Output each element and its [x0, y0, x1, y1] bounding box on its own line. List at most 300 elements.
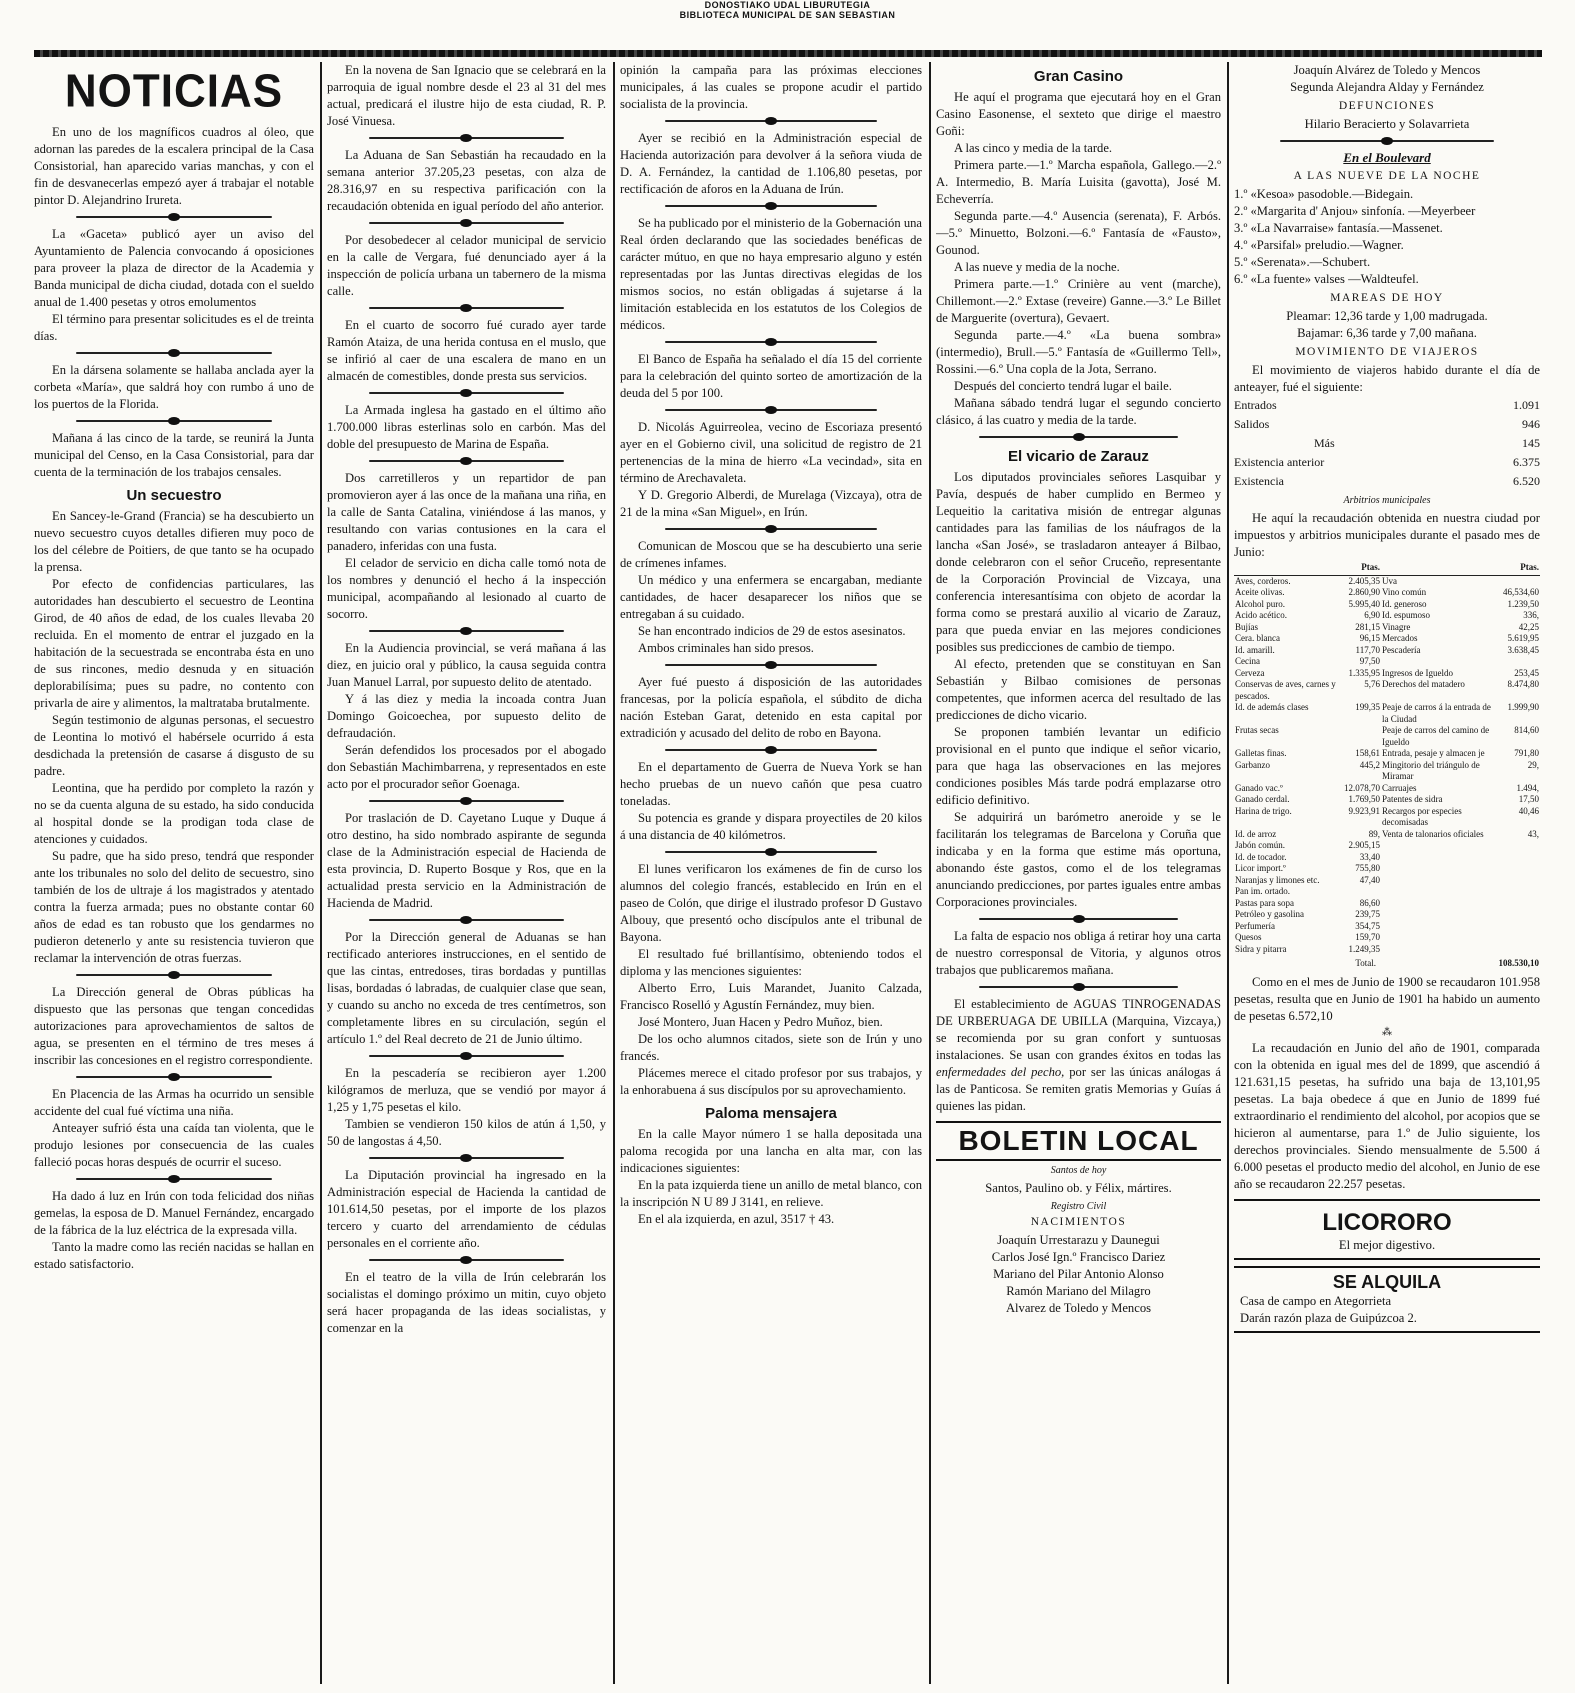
news-item: Se ha publicado por el ministerio de la Gobernación una Real órden declarando que las sociedades benéficas de carácter mútuo, en que no haya empresario alguno y estén representadas por las Juntas directivas elegidas de los mismos socios, no están obligadas á sujetarse á la limitación establecida en los estatutos de los Colegios de médicos. — [620, 216, 922, 332]
stars-ornament: ⁂ — [1382, 1026, 1392, 1038]
table-cell: 354,75 — [1355, 920, 1380, 931]
alquila-title: SE ALQUILA — [1332, 1271, 1442, 1292]
table-cell: Ingresos de Igueldo — [1381, 667, 1453, 678]
news-item: De los ocho alumnos citados, siete son de Irún y uno francés. — [620, 1032, 922, 1063]
table-cell: Frutas secas — [1235, 725, 1279, 735]
list-item: Hilario Beracierto y Solavarrieta — [1304, 117, 1470, 131]
table-cell: 2.905,15 — [1348, 840, 1380, 850]
table-cell: 42,25 — [1518, 621, 1539, 632]
table-cell — [1381, 932, 1498, 944]
table-cell — [1381, 875, 1498, 887]
table-cell: Recargos por especies decomisadas — [1381, 805, 1462, 827]
news-item: Ayer fué puesto á disposición de las autoridades francesas, por la policía española, el súbdito de dicha nación Esteban Garat, detenido en esta capital por extradición y acusado del delito de robo en Bayona. — [620, 675, 922, 740]
heading-boletin-local: BOLETIN LOCAL — [936, 1121, 1221, 1161]
news-item: La Diputación provincial ha ingresado en la Administración especial de Hacienda la cantidad de 101.614,50 pesetas, por el importe de los plazos tercero y cuarto del arrendamiento de cédulas personales en el corriente año. — [327, 1168, 606, 1250]
table-cell — [1497, 944, 1540, 956]
table-cell: 5,76 — [1364, 679, 1380, 689]
separator-ornament — [979, 432, 1179, 442]
table-row — [1234, 702, 1540, 725]
separator-ornament — [979, 982, 1179, 992]
table-cell — [1381, 852, 1498, 864]
travelers-table — [1234, 396, 1540, 491]
table-cell: 1.494, — [1516, 782, 1539, 793]
news-item: La Aduana de San Sebastián ha recaudado en la semana anterior 37.205,23 pesetas, con alza de 28.316,97 en su respectiva parificación con la recaudación obtenida en igual período del año anterior. — [327, 148, 606, 213]
separator-ornament — [369, 1255, 564, 1265]
separator-ornament — [76, 416, 272, 426]
separator-ornament — [665, 201, 876, 211]
heading-registro-civil: Registro Civil — [1050, 1201, 1107, 1212]
news-item: Su potencia es grande y dispara proyectiles de 20 kilos á una distancia de 40 kilómetros. — [620, 811, 922, 842]
news-item: El celador de servicio en dicha calle tomó nota de los nombres y denunció el hecho á la inspección municipal, acompañando al lesionado al cuarto de socorro. — [327, 556, 606, 621]
advert-text: por ser las únicas análogas á las de Panticosa. Se remiten gratis Memorias y Guías á quienes las pidan. — [936, 1065, 1221, 1113]
table-row — [1234, 875, 1540, 887]
news-item: Dos carretilleros y un repartidor de pan promovieron ayer á las once de la mañana una riña, en la calle de Santa Catalina, viniéndose á las manos, y resultando con varias contusiones en la cara el panadero, inferidas con una fusta. — [327, 471, 606, 553]
bajamar-text: Bajamar: 6,36 tarde y 7,00 mañana. — [1297, 326, 1477, 340]
column-2 — [327, 62, 606, 1684]
table-cell: 29, — [1527, 759, 1539, 770]
separator-ornament — [369, 1051, 564, 1061]
table-cell: 791,80 — [1514, 748, 1539, 758]
pleamar-text: Pleamar: 12,36 tarde y 1,00 madrugada. — [1286, 309, 1488, 323]
news-item: La recaudación en Junio del año de 1901, comparada con la obtenida en igual mes del de 1899, que ascendió á 121.631,15 pesetas, ha sufrido una baja de 13,101,95 pesetas. La baja obedece á que en Junio de 1899 fué extraordinario el rendimiento del alcohol, por acopios que se hicieron al aumentarse, para 1.º de Julio siguiente, los derechos provinciales. Siendo mensualmente de 5.500 á 6.000 pesetas el producto medio del alcohol, en Junio de ese año se recaudaron 22.257 pesetas. — [1234, 1040, 1540, 1191]
table-cell — [1381, 886, 1498, 898]
table-row — [1234, 434, 1540, 453]
table-cell: 1.249,35 — [1348, 943, 1380, 954]
news-item: El término para presentar solicitudes es el de treinta días. — [34, 312, 314, 343]
table-row — [1234, 453, 1540, 472]
heading-defunciones: DEFUNCIONES — [1338, 100, 1436, 112]
separator-ornament — [665, 337, 876, 347]
news-item: Se proponen también levantar un edificio provisional en el punto que indique el señor vicario, para que haga las observaciones en las mejores condiciones posibles Más tarde podrá emplazarse otro edificio definitivo. — [936, 725, 1221, 807]
table-cell: Uva — [1381, 575, 1397, 586]
table-cell: Bujías — [1235, 621, 1259, 632]
column-divider — [929, 62, 931, 1684]
news-item: Tambien se vendieron 150 kilos de atún á 1,50, y 50 de langostas á 4,50. — [327, 1117, 606, 1148]
news-item: La falta de espacio nos obliga á retirar hoy una carta de nuestro corresponsal de Vitoria, y algunos otros trabajos que publicaremos mañana. — [936, 929, 1221, 977]
table-cell: Licor import.º — [1235, 863, 1286, 873]
table-cell: Peaje de carros del camino de Igueldo — [1381, 725, 1490, 747]
table-header: Ptas. — [1343, 561, 1381, 575]
table-cell: 1.335,95 — [1348, 667, 1380, 678]
news-item: Según testimonio de algunas personas, el secuestro de Leontina lo motivó el habérsele ocurrido á esta desdichada la pretensión de casarse á disgusto de su padre. — [34, 713, 314, 778]
separator-ornament — [665, 116, 876, 126]
table-cell — [1497, 656, 1540, 668]
separator-ornament — [369, 796, 564, 806]
births-list — [936, 1232, 1221, 1317]
news-item: Plácemes merece el citado profesor por sus trabajos, y la enhorabuena á sus discípulos por su aprovechamiento. — [620, 1066, 922, 1097]
table-cell: Alcohol puro. — [1235, 598, 1285, 609]
separator-ornament — [369, 388, 564, 398]
table-row — [1234, 587, 1540, 599]
news-item: Por desobedecer al celador municipal de servicio en la calle de Vergara, fué denunciado ayer á la inspección de policía urbana un tabernero de la misma calle. — [327, 233, 606, 298]
table-cell: Existencia anterior — [1234, 455, 1325, 469]
table-cell: Pescadería — [1381, 644, 1421, 655]
advert-licororo — [1234, 1199, 1540, 1260]
news-item: D. Nicolás Aguirreolea, vecino de Escoriaza presentó ayer en el Gobierno civil, una solicitud de registro de 21 pertenencias de la mina de hierro «La vecindad», sita en término de Arechavaleta. — [620, 420, 922, 485]
news-item: La Dirección general de Obras públicas ha dispuesto que las personas que tengan concedidas autorizaciones para aprovechamientos de saltos de agua, se presenten en el término de tres meses á inscribir las concesiones en el registro correspondiente. — [34, 985, 314, 1067]
news-item: Comunican de Moscou que se ha descubierto una serie de crímenes infames. — [620, 539, 922, 570]
table-cell: Peaje de carros á la entrada de la Ciudad — [1381, 702, 1491, 724]
table-row — [1234, 944, 1540, 956]
table-row — [1234, 622, 1540, 634]
table-header-row — [1234, 561, 1540, 575]
news-item: En la pescadería se recibieron ayer 1.200 kilógramos de merluza, que se vendió por mayor á 1,25 y 1,75 pesetas el kilo. — [327, 1066, 606, 1114]
heading-arbitrios: Arbitrios municipales — [1343, 495, 1431, 506]
library-name-spanish: BIBLIOTECA MUNICIPAL DE SAN SEBASTIAN — [679, 10, 896, 20]
table-cell: 199,35 — [1355, 702, 1380, 712]
santos-text: Santos, Paulino ob. y Félix, mártires. — [985, 1181, 1172, 1195]
table-cell: 6.375 — [1513, 455, 1540, 469]
separator-ornament — [369, 218, 564, 228]
separator-ornament — [369, 626, 564, 636]
separator-ornament — [369, 915, 564, 925]
news-item: El resultado fué brillantísimo, obteniendo todos el diploma y las menciones siguientes: — [620, 947, 922, 978]
table-cell: Vino común — [1381, 587, 1427, 597]
table-cell — [1497, 898, 1540, 910]
heading-movimiento-viajeros: MOVIMIENTO DE VIAJEROS — [1295, 346, 1479, 358]
separator-ornament — [979, 914, 1179, 924]
total-value: 108.530,10 — [1498, 958, 1539, 968]
heading-mareas: MAREAS DE HOY — [1330, 292, 1444, 304]
table-cell — [1381, 840, 1498, 852]
table-cell: Mercados — [1381, 633, 1418, 643]
separator-ornament — [76, 1072, 272, 1082]
table-cell: 755,80 — [1355, 863, 1380, 873]
news-item: En el departamento de Guerra de Nueva York se han hecho pruebas de un nuevo cañón que pesa cuatro toneladas. — [620, 760, 922, 808]
table-cell — [1497, 932, 1540, 944]
table-cell — [1497, 886, 1540, 898]
news-item: Mañana á las cinco de la tarde, se reunirá la Junta municipal del Censo, en la Casa Consistorial, para dar cuenta de la terminación de los trabajos censales. — [34, 431, 314, 479]
table-cell: Patentes de sidra — [1381, 794, 1443, 804]
separator-ornament — [665, 405, 876, 415]
table-cell: Ganado cerdal. — [1235, 794, 1290, 804]
heading-vicario-zarauz: El vicario de Zarauz — [1008, 448, 1149, 465]
alquila-line: Casa de campo en Ategorrieta — [1240, 1293, 1392, 1308]
table-cell: 89, — [1368, 828, 1380, 839]
heading-paloma-mensajera: Paloma mensajera — [705, 1105, 837, 1122]
table-cell: 336, — [1523, 610, 1539, 620]
table-row — [1234, 909, 1540, 921]
table-cell: Pan im. ortado. — [1235, 886, 1290, 896]
table-cell: 145 — [1522, 436, 1540, 450]
news-item: Ambos criminales han sido presos. — [638, 641, 814, 655]
table-cell — [1381, 921, 1498, 933]
news-item: A las nueve y media de la noche. — [954, 260, 1120, 274]
table-cell: 9.923,91 — [1348, 805, 1380, 816]
table-cell: 12.078,70 — [1343, 782, 1380, 793]
table-cell: Más — [1314, 436, 1335, 450]
news-item: Se han encontrado indicios de 29 de estos asesinatos. — [638, 624, 906, 638]
list-item: Segunda Alejandra Alday y Fernández — [1290, 80, 1484, 94]
table-cell: 253,45 — [1514, 667, 1539, 678]
table-row — [1234, 396, 1540, 415]
library-header — [0, 0, 1575, 20]
table-row — [1234, 794, 1540, 806]
table-row — [1234, 898, 1540, 910]
table-row — [1234, 783, 1540, 795]
table-cell: 33,40 — [1359, 851, 1380, 862]
table-cell: Id. de además clases — [1235, 702, 1309, 712]
table-cell: 46,534,60 — [1503, 587, 1539, 597]
heading-nacimientos: NACIMIENTOS — [1030, 1216, 1127, 1228]
table-cell: Id. de arroz — [1235, 828, 1277, 839]
table-row — [1234, 829, 1540, 841]
section-masthead-noticias: NOTICIAS — [64, 65, 284, 118]
table-cell: 8.474,80 — [1507, 679, 1539, 689]
table-cell: Jabón común. — [1235, 840, 1285, 850]
news-item: En Placencia de las Armas ha ocurrido un sensible accidente del cual fué víctima una niña. — [34, 1087, 314, 1118]
arbitrios-table — [1234, 561, 1540, 970]
news-item: La «Gaceta» publicó ayer un aviso del Ayuntamiento de Palencia convocando á oposiciones para proveer la plaza de director de la Academia y Banda municipal de dicha ciudad, dotada con el sueldo anual de 1.400 pesetas y otros emolumentos — [34, 227, 314, 309]
separator-ornament — [665, 745, 876, 755]
heading-secuestro: Un secuestro — [126, 487, 222, 504]
column-5 — [1234, 62, 1540, 1684]
table-cell: Id. amarill. — [1235, 644, 1275, 655]
table-cell: Acido acético. — [1235, 610, 1287, 620]
table-cell: 5.619,95 — [1507, 633, 1539, 643]
list-item: Alvarez de Toledo y Mencos — [1005, 1301, 1152, 1315]
program-list — [1234, 186, 1540, 288]
table-cell: 86,60 — [1359, 897, 1380, 908]
table-cell: 239,75 — [1355, 909, 1380, 919]
table-cell: Id. generoso — [1381, 598, 1427, 609]
news-item: Segunda parte.—4.º «La buena sombra» (intermedio), Brull.—5.º Fantasía de «Guillermo Tell», Rossini.—6.º Una copla de la Jota, Serrano. — [936, 328, 1221, 376]
table-cell: Entrados — [1234, 398, 1277, 412]
table-row — [1234, 610, 1540, 622]
table-cell — [1497, 852, 1540, 864]
table-cell: Id. de tocador. — [1235, 851, 1287, 862]
table-cell: 1.769,50 — [1348, 794, 1380, 804]
table-cell: 2.405,35 — [1348, 575, 1380, 586]
licororo-title: LICORORO — [1322, 1208, 1452, 1236]
table-cell — [1381, 656, 1498, 668]
separator-ornament — [665, 847, 876, 857]
table-cell: 40,46 — [1518, 805, 1539, 816]
list-item: 1.º «Kesoa» pasodoble.—Bidegain. — [1234, 187, 1414, 201]
table-cell: 1.239,50 — [1507, 598, 1539, 609]
table-cell — [1497, 909, 1540, 921]
table-cell: Garbanzo — [1235, 759, 1270, 770]
advert-italic: enfermedades del pecho, — [936, 1065, 1065, 1079]
table-cell: 3.638,45 — [1507, 644, 1539, 655]
table-row — [1234, 840, 1540, 852]
advert-aguas — [936, 996, 1221, 1115]
table-cell: 96,15 — [1359, 633, 1380, 643]
table-header: Ptas. — [1497, 561, 1540, 575]
table-cell — [1381, 944, 1498, 956]
column-divider — [1227, 62, 1229, 1684]
news-item: He aquí el programa que ejecutará hoy en el Gran Casino Easonense, el sexteto que dirige el maestro Goñi: — [936, 90, 1221, 138]
table-row — [1234, 679, 1540, 702]
news-item: En la calle Mayor número 1 se halla depositada una paloma recogida por una lancha en alta mar, con las indicaciones siguientes: — [620, 1127, 922, 1175]
list-item: 3.º «La Navarraise» fantasía.—Massenet. — [1234, 221, 1443, 235]
table-cell — [1343, 725, 1381, 748]
table-row — [1234, 760, 1540, 783]
library-name-basque: DONOSTIAKO UDAL LIBURUTEGIA — [704, 0, 871, 10]
table-row — [1234, 415, 1540, 434]
table-cell: Venta de talonarios oficiales — [1381, 828, 1484, 839]
list-item: Ramón Mariano del Milagro — [1006, 1284, 1151, 1298]
table-cell: Harina de trigo. — [1235, 805, 1292, 816]
table-row — [1234, 863, 1540, 875]
table-cell: 158,61 — [1355, 748, 1380, 758]
heading-santos: Santos de hoy — [1050, 1165, 1107, 1176]
news-item: Como en el mes de Junio de 1900 se recaudaron 101.958 pesetas, resulta que en Junio de 1901 ha habido un aumento de pesetas 6.572,10 — [1234, 974, 1540, 1023]
list-item: 2.º «Margarita d' Anjou» sinfonía. —Meyerbeer — [1234, 204, 1476, 218]
table-cell: 97,50 — [1359, 656, 1380, 666]
news-item: Un médico y una enfermera se encargaban, mediante cantidades, de hacer desaparecer los niños que se entregaban á su cuidado. — [620, 573, 922, 621]
news-item: En la novena de San Ignacio que se celebrará en la parroquia de igual nombre desde el 23 al 31 del mes actual, predicará el ilustre hijo de esta ciudad, R. P. José Vinuesa. — [327, 63, 606, 128]
separator-ornament — [665, 660, 876, 670]
table-cell: Derechos del matadero — [1381, 679, 1465, 689]
table-row — [1234, 886, 1540, 898]
heading-gran-casino: Gran Casino — [1033, 68, 1124, 85]
news-item: Alberto Erro, Luis Marandet, Juanito Calzada, Francisco Roselló y Agustín Fernández, muy bien. — [620, 981, 922, 1012]
separator-ornament — [369, 456, 564, 466]
table-total-row — [1234, 955, 1540, 970]
news-item: Primera parte.—1.º Marcha española, Gallego.—2.º A. Intermedio, B. María Luisita (gavotta), José M. Echeverría. — [936, 158, 1221, 206]
table-cell: Aceite olivas. — [1235, 587, 1285, 597]
table-cell: 47,40 — [1359, 874, 1380, 885]
news-item: Por efecto de confidencias particulares, las autoridades han descubierto el secuestro de Leontina Girod, de 40 años de edad, de los cuales llevaba 20 recluida. En el momento de entrar el juzgado en la habitación de la secuestrada se encontraba ésta en uno de sus rincones, medio desnuda y en situación deplorabilísima; pues su padre, no contento con privarla de aire y alimentos, la maltrataba brutalmente. — [34, 577, 314, 710]
news-item: opinión la campaña para las próximas elecciones municipales, á las cuales se propone acudir el partido socialista de la provincia. — [620, 63, 922, 111]
news-item: Después del concierto tendrá lugar el baile. — [954, 379, 1172, 393]
news-item: Ayer se recibió en la Administración especial de Hacienda autorización para devolver á la señora viuda de D. A. Fernández, la cantidad de 1.106,80 pesetas, por rectificación de aforos en la Aduana de Irún. — [620, 131, 922, 196]
column-1 — [34, 62, 314, 1684]
table-cell: Cera. blanca — [1235, 633, 1280, 643]
list-item: Mariano del Pilar Antonio Alonso — [993, 1267, 1164, 1281]
top-rule — [34, 50, 1542, 57]
table-row — [1234, 645, 1540, 657]
table-cell: Vinagre — [1381, 621, 1411, 632]
table-row — [1234, 599, 1540, 611]
news-item: José Montero, Juan Hacen y Pedro Muñoz, bien. — [638, 1015, 883, 1029]
table-cell: Cerveza — [1235, 667, 1265, 678]
news-item: En la dársena solamente se hallaba anclada ayer la corbeta «María», que saldrá hoy con rumbo á uno de los puertos de la Florida. — [34, 363, 314, 411]
news-item: En la Audiencia provincial, se verá mañana á las diez, en juicio oral y público, la causa seguida contra Juan Manuel Larral, por supuesto delito de atentado. — [327, 641, 606, 689]
news-item: Por traslación de D. Cayetano Luque y Duque á otro destino, ha sido nombrado aspirante de segunda clase de la Administración especial de Hacienda de esta provincia, D. Ruperto Bosque y Ros, que en la actualidad presta servicio en la Administración de Hacienda de Madrid. — [327, 811, 606, 910]
table-cell: Perfumería — [1235, 920, 1275, 931]
news-item: Y á las diez y media la incoada contra Juan Domingo Goicoechea, por supuesto delito de defraudación. — [327, 692, 606, 740]
table-cell: 946 — [1522, 417, 1540, 431]
table-cell: 117,70 — [1355, 644, 1380, 655]
table-cell: Mingitorio del triángulo de Miramar — [1381, 759, 1480, 781]
table-cell: Pastas para sopa — [1235, 897, 1294, 908]
news-item: La Armada inglesa ha gastado en el último año 1.700.000 libras esterlinas solo en carbón. Mas del doble del presupuesto de Marina de España. — [327, 403, 606, 451]
table-row — [1234, 852, 1540, 864]
table-cell: Ganado vac.º — [1235, 782, 1283, 793]
list-item: Joaquín Alvárez de Toledo y Mencos — [1293, 63, 1481, 77]
news-item: Por la Dirección general de Aduanas se han rectificado anteriores instrucciones, en el sentido de que las cintas, entredoses, tiras bordadas y puntillas lisas, bordadas ó labradas, de cualquier clase que sean, y cuando su ancho no exceda de tres centímetros, son completamente libres en su circulación, según el artículo 1.º del Real decreto de 21 de Junio último. — [327, 930, 606, 1046]
alquila-line: Darán razón plaza de Guipúzcoa 2. — [1240, 1310, 1417, 1325]
table-cell — [1381, 863, 1498, 875]
news-item: Leontina, que ha perdido por completo la razón y no se da cuenta alguna de su estado, ha sido conducida al hospital donde se la prodigan toda clase de atenciones y cuidados. — [34, 781, 314, 846]
table-cell: Petróleo y gasolina — [1235, 909, 1304, 919]
separator-ornament — [76, 1174, 272, 1184]
separator-ornament — [76, 970, 272, 980]
licororo-subtitle: El mejor digestivo. — [1338, 1237, 1436, 1252]
separator-ornament — [665, 524, 876, 534]
separator-ornament — [76, 348, 272, 358]
news-item: He aquí la recaudación obtenida en nuestra ciudad por impuestos y arbitrios municipales durante el pasado mes de Junio: — [1234, 511, 1540, 559]
news-item: A las cinco y media de la tarde. — [954, 141, 1113, 155]
advert-text: El establecimiento de AGUAS TINROGENADAS DE URBERUAGA DE UBILLA (Marquina, Vizcaya,) se recomienda por su gran confort y suntuosas instalaciones. Se usan con grandes éxitos en todas las — [936, 997, 1221, 1062]
table-cell: 281,15 — [1355, 621, 1380, 632]
list-item: Joaquín Urrestarazu y Daunegui — [997, 1233, 1160, 1247]
list-item: Carlos José Ign.º Francisco Dariez — [991, 1250, 1166, 1264]
news-item: En el teatro de la villa de Irún celebrarán los socialistas el domingo próximo un mitin, cuyo objeto será hacer propaganda de las ideas socialistas, y comenzar en la — [327, 1270, 606, 1335]
table-cell — [1497, 921, 1540, 933]
table-row — [1234, 575, 1540, 587]
table-row — [1234, 748, 1540, 760]
table-cell: 445,2 — [1359, 759, 1380, 770]
heading-boulevard: En el Boulevard — [1343, 150, 1431, 165]
news-item: En la pata izquierda tiene un anillo de metal blanco, con la inscripción N U 89 J 3141, en relieve. — [620, 1178, 922, 1209]
news-item: En el cuarto de socorro fué curado ayer tarde Ramón Ataiza, de una herida contusa en el muslo, que se infirió al caer de una escalera de mano en un almacén de comestibles, donde presta sus servicios. — [327, 318, 606, 383]
table-cell — [1381, 898, 1498, 910]
column-4 — [936, 62, 1221, 1684]
table-row — [1234, 806, 1540, 829]
separator-ornament — [1280, 136, 1494, 146]
table-cell: Aves, corderos. — [1235, 575, 1291, 586]
table-cell: 5.995,40 — [1348, 598, 1380, 609]
separator-ornament — [369, 1153, 564, 1163]
column-divider — [320, 62, 322, 1684]
list-item: 5.º «Serenata».—Schubert. — [1234, 255, 1371, 269]
table-cell: Cecina — [1235, 656, 1260, 666]
table-row — [1234, 668, 1540, 680]
table-cell: 1.999,90 — [1507, 702, 1539, 712]
news-item: Ha dado á luz en Irún con toda felicidad dos niñas gemelas, la esposa de D. Manuel Fernández, encargado de la fábrica de la luz eléctrica de la expresada villa. — [34, 1189, 314, 1237]
table-row — [1234, 921, 1540, 933]
table-cell: 1.091 — [1513, 398, 1540, 412]
table-cell: Existencia — [1234, 474, 1284, 488]
news-item: Tanto la madre como las recién nacidas se hallan en estado satisfactorio. — [34, 1240, 314, 1271]
table-cell — [1497, 575, 1540, 587]
news-item: Y D. Gregorio Alberdi, de Murelaga (Vizcaya), otra de 21 de la mina «San Miguel», en Irún. — [620, 488, 922, 519]
news-item: El Banco de España ha señalado el día 15 del corriente para la celebración del quinto sorteo de amortización de la deuda del 5 por 100. — [620, 352, 922, 400]
news-item: Serán defendidos los procesados por el abogado don Sebastián Machimbarrena, y representados en este acto por el procurador señor Goenaga. — [327, 743, 606, 791]
table-cell: 6,90 — [1364, 610, 1380, 620]
column-3 — [620, 62, 922, 1684]
news-item: En Sancey-le-Grand (Francia) se ha descubierto un nuevo secuestro cuyos detalles difieren muy poco de los del célebre de Poitiers, de que tanto se ha ocupado la prensa. — [34, 509, 314, 574]
table-cell: 6.520 — [1513, 474, 1540, 488]
total-label: Total. — [1355, 958, 1377, 968]
separator-ornament — [369, 303, 564, 313]
table-cell: Salidos — [1234, 417, 1270, 431]
news-item: Mañana sábado tendrá lugar el segundo concierto clásico, á las cuatro y media de la tarde. — [936, 396, 1221, 427]
table-cell: 2.860,90 — [1348, 587, 1380, 597]
table-cell — [1497, 840, 1540, 852]
table-row — [1234, 633, 1540, 645]
table-cell: Quesos — [1235, 932, 1262, 942]
advert-se-alquila — [1234, 1266, 1540, 1333]
table-cell: 814,60 — [1514, 725, 1539, 735]
news-item: Anteayer sufrió ésta una caída tan violenta, que le produjo lesiones por consecuencia de las cuales falleció pocas horas después de ocurrir el suceso. — [34, 1121, 314, 1169]
column-divider — [613, 62, 615, 1684]
news-item: El lunes verificaron los exámenes de fin de curso los alumnos del colegio francés, establecido en Irún en el paseo de Colón, que dirige el ilustrado profesor D Gustavo Albouy, que presentó ocho discípulos ante el tribunal de Bayona. — [620, 862, 922, 944]
table-cell — [1497, 863, 1540, 875]
table-cell — [1497, 875, 1540, 887]
table-cell: Carruajes — [1381, 782, 1417, 793]
table-row — [1234, 656, 1540, 668]
table-header — [1381, 561, 1498, 575]
table-cell: 159,70 — [1355, 932, 1380, 942]
heading-nueve-noche: A LAS NUEVE DE LA NOCHE — [1293, 170, 1481, 182]
table-cell: Conservas de aves, carnes y pescados. — [1235, 679, 1336, 701]
table-cell: Sidra y pitarra — [1235, 943, 1287, 954]
news-item: Los diputados provinciales señores Lasquibar y Pavía, después de haber cumplido en Bermeo y Lequeitio la caritativa misión de entregar algunas cantidades para las familias de los náufragos de la lancha «San José», se trasladaron anteayer á Bilbao, donde celebraron con el señor Cruceño, representante de la Corporación Provincial de Vizcaya, una conferencia interesantísima con objeto de acordar la forma como se prestará auxilio al vicario de Zarauz, para que pueda enviar en las mejores condiciones posibles sus predicciones de cambio de tiempo. — [936, 470, 1221, 654]
